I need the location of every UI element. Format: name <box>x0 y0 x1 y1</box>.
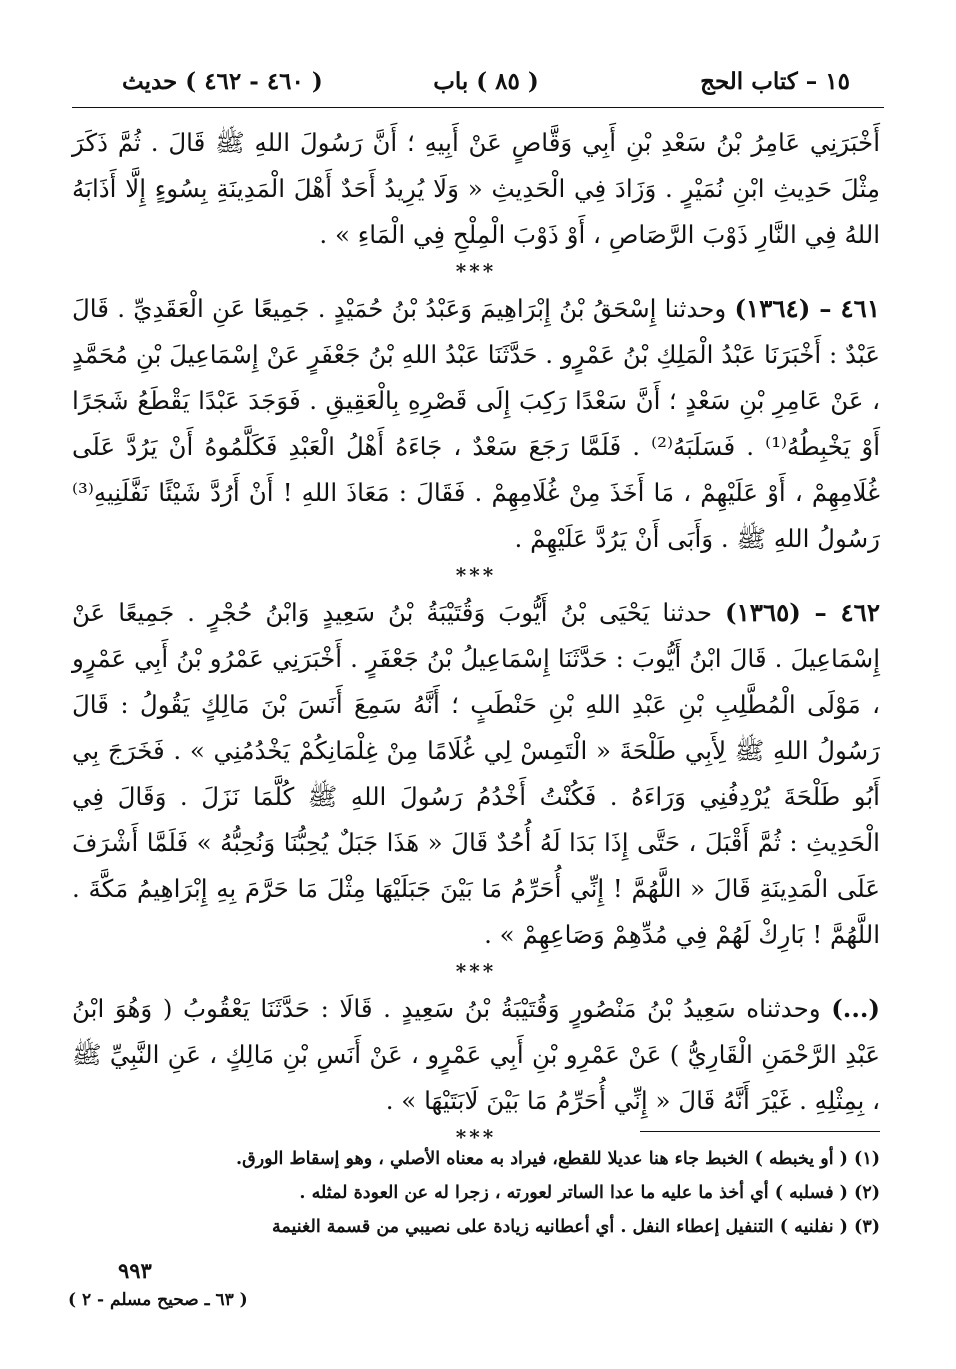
hadith-number: ٤٦٢ – (١٣٦٥) <box>725 598 880 627</box>
hadith-text: وحدثنا إِسْحَقُ بْنُ إِبْرَاهِيمَ وَعَبْدُ بْنُ حُمَيْدٍ . جَمِيعًا عَنِ الْعَقَدِيِّ . قَالَ عَبْدٌ : أَخْبَرَنَا عَبْدُ الْمَلِكِ بْنُ عَمْرٍو . حَدَّثَنَا عَبْدُ اللهِ بْنُ جَعْفَرٍ عَنْ إِسْمَاعِيلَ بْنِ مُحَمَّدٍ ، عَنْ عَامِرِ بْنِ سَعْدٍ ؛ أَنَّ سَعْدًا رَكِبَ إِلَى قَصْرِهِ بِالْعَقِيقِ . فَوَجَدَ عَبْدًا يَقْطَعُ شَجَرًا أَوْ يَخْبِطُهُ⁽¹⁾ . فَسَلَبَهُ⁽²⁾ . فَلَمَّا رَجَعَ سَعْدٌ ، جَاءَهُ أَهْلُ الْعَبْدِ فَكَلَّمُوهُ أَنْ يَرُدَّ عَلَى غُلَامِهِمْ ، أَوْ عَلَيْهِمْ ، مَا أَخَذَ مِنْ غُلَامِهِمْ . فَقَالَ : مَعَاذَ اللهِ ! أَنْ أَرُدَّ شَيْئًا نَفَّلَنِيهِ⁽³⁾ رَسُولُ اللهِ ﷺ . وَأَبَى أَنْ يَرُدَّ عَلَيْهِمْ . <box>72 294 881 553</box>
book-title: ١٥ – كتاب الحج <box>700 68 850 95</box>
footnote-2: (٢) ( فسلبه ) أي أخذ ما عليه ما عدا الساتر لعورته ، زجرا له عن العودة لمثله . <box>299 1183 880 1203</box>
section-separator: *** <box>455 259 497 283</box>
section-separator: *** <box>455 563 497 587</box>
hadith-462 <box>72 590 880 958</box>
page-number: ٩٩٣ <box>118 1258 152 1283</box>
section-separator: *** <box>455 959 497 983</box>
print-signature: ( ٦٣ ـ صحيح مسلم - ٢ ) <box>68 1290 248 1310</box>
section-separator: *** <box>455 1125 497 1149</box>
header-rule <box>72 107 884 108</box>
footnotes <box>170 1142 880 1244</box>
footnote-3: (٣) ( نفلنيه ) التنفيل إعطاء النفل . أي أعطانيه زيادة على نصيبي من قسمة الغنيمة <box>272 1217 880 1237</box>
chapter-label: ( ٨٥ ) باب <box>433 68 539 95</box>
main-text <box>72 120 880 1152</box>
hadith-462-variant <box>72 986 880 1124</box>
hadith-range: ( ٤٦٠ - ٤٦٢ ) حديث <box>122 68 323 95</box>
hadith-text: وحدثناه سَعِيدُ بْنُ مَنْصُورٍ وَقُتَيْبَةُ بْنُ سَعِيدٍ . قَالَا : حَدَّثَنَا يَعْقُوبُ ( وَهُوَ ابْنُ عَبْدِ الرَّحْمَنِ الْقَارِيُّ ) عَنْ عَمْرِو بْنِ أَبِي عَمْرٍو ، عَنْ أَنَسِ بْنِ مَالِكٍ ، عَنِ النَّبِيِّ ﷺ ، بِمِثْلِهِ . غَيْرَ أَنَّهُ قَالَ « إِنِّي أُحَرِّمُ مَا بَيْنَ لَابَتَيْهَا » . <box>72 994 880 1115</box>
hadith-text: حدثنا يَحْيَى بْنُ أَيُّوبَ وَقُتَيْبَةُ بْنُ سَعِيدٍ وَابْنُ حُجْرٍ . جَمِيعًا عَنْ إِسْمَاعِيلَ . قَالَ ابْنُ أَيُّوبَ : حَدَّثَنَا إِسْمَاعِيلُ بْنُ جَعْفَرٍ . أَخْبَرَنِي عَمْرُو بْنُ أَبِي عَمْرٍو ، مَوْلَى الْمُطَّلِبِ بْنِ عَبْدِ اللهِ بْنِ حَنْطَبٍ ؛ أَنَّهُ سَمِعَ أَنَسَ بْنَ مَالِكٍ يَقُولُ : قَالَ رَسُولُ اللهِ ﷺ لِأَبِي طَلْحَةَ « الْتَمِسْ لِي غُلَامًا مِنْ غِلْمَانِكُمْ يَخْدُمُنِي » . فَخَرَجَ بِي أَبُو طَلْحَةَ يُرْدِفُنِي وَرَاءَهُ . فَكُنْتُ أَخْدُمُ رَسُولَ اللهِ ﷺ كُلَّمَا نَزَلَ . وَقَالَ فِي الْحَدِيثِ : ثُمَّ أَقْبَلَ ، حَتَّى إِذَا بَدَا لَهُ أُحُدٌ قَالَ « هَذَا جَبَلٌ يُحِبُّنَا وَنُحِبُّهُ » فَلَمَّا أَشْرَفَ عَلَى الْمَدِينَةِ قَالَ « اللَّهُمَّ ! إِنِّي أُحَرِّمُ مَا بَيْنَ جَبَلَيْهَا مِثْلَ مَا حَرَّمَ بِهِ إِبْرَاهِيمُ مَكَّةَ . اللَّهُمَّ ! بَارِكْ لَهُمْ فِي مُدِّهِمْ وَصَاعِهِمْ » . <box>72 598 880 949</box>
running-header <box>122 68 850 108</box>
hadith-461 <box>72 286 880 562</box>
footnote-rule <box>640 1131 880 1132</box>
hadith-number: (...) <box>831 994 880 1023</box>
hadith-number: ٤٦١ – (١٣٦٤) <box>734 294 880 323</box>
paragraph-continuation: أَخْبَرَنِي عَامِرُ بْنُ سَعْدِ بْنِ أَبِي وَقَّاصٍ عَنْ أَبِيهِ ؛ أَنَّ رَسُولَ اللهِ ﷺ قَالَ . ثُمَّ ذَكَرَ مِثْلَ حَدِيثِ ابْنِ نُمَيْرٍ . وَزَادَ فِي الْحَدِيثِ « وَلَا يُرِيدُ أَحَدٌ أَهْلَ الْمَدِينَةِ بِسُوءٍ إِلَّا أَذَابَهُ اللهُ فِي النَّارِ ذَوْبَ الرَّصَاصِ ، أَوْ ذَوْبَ الْمِلْحِ فِي الْمَاءِ » . <box>72 128 880 249</box>
footnote-1: (١) ( أو يخبطه ) الخبط جاء هنا عديلا للقطع، فيراد به معناه الأصلي ، وهو إسقاط الورق. <box>236 1149 880 1169</box>
